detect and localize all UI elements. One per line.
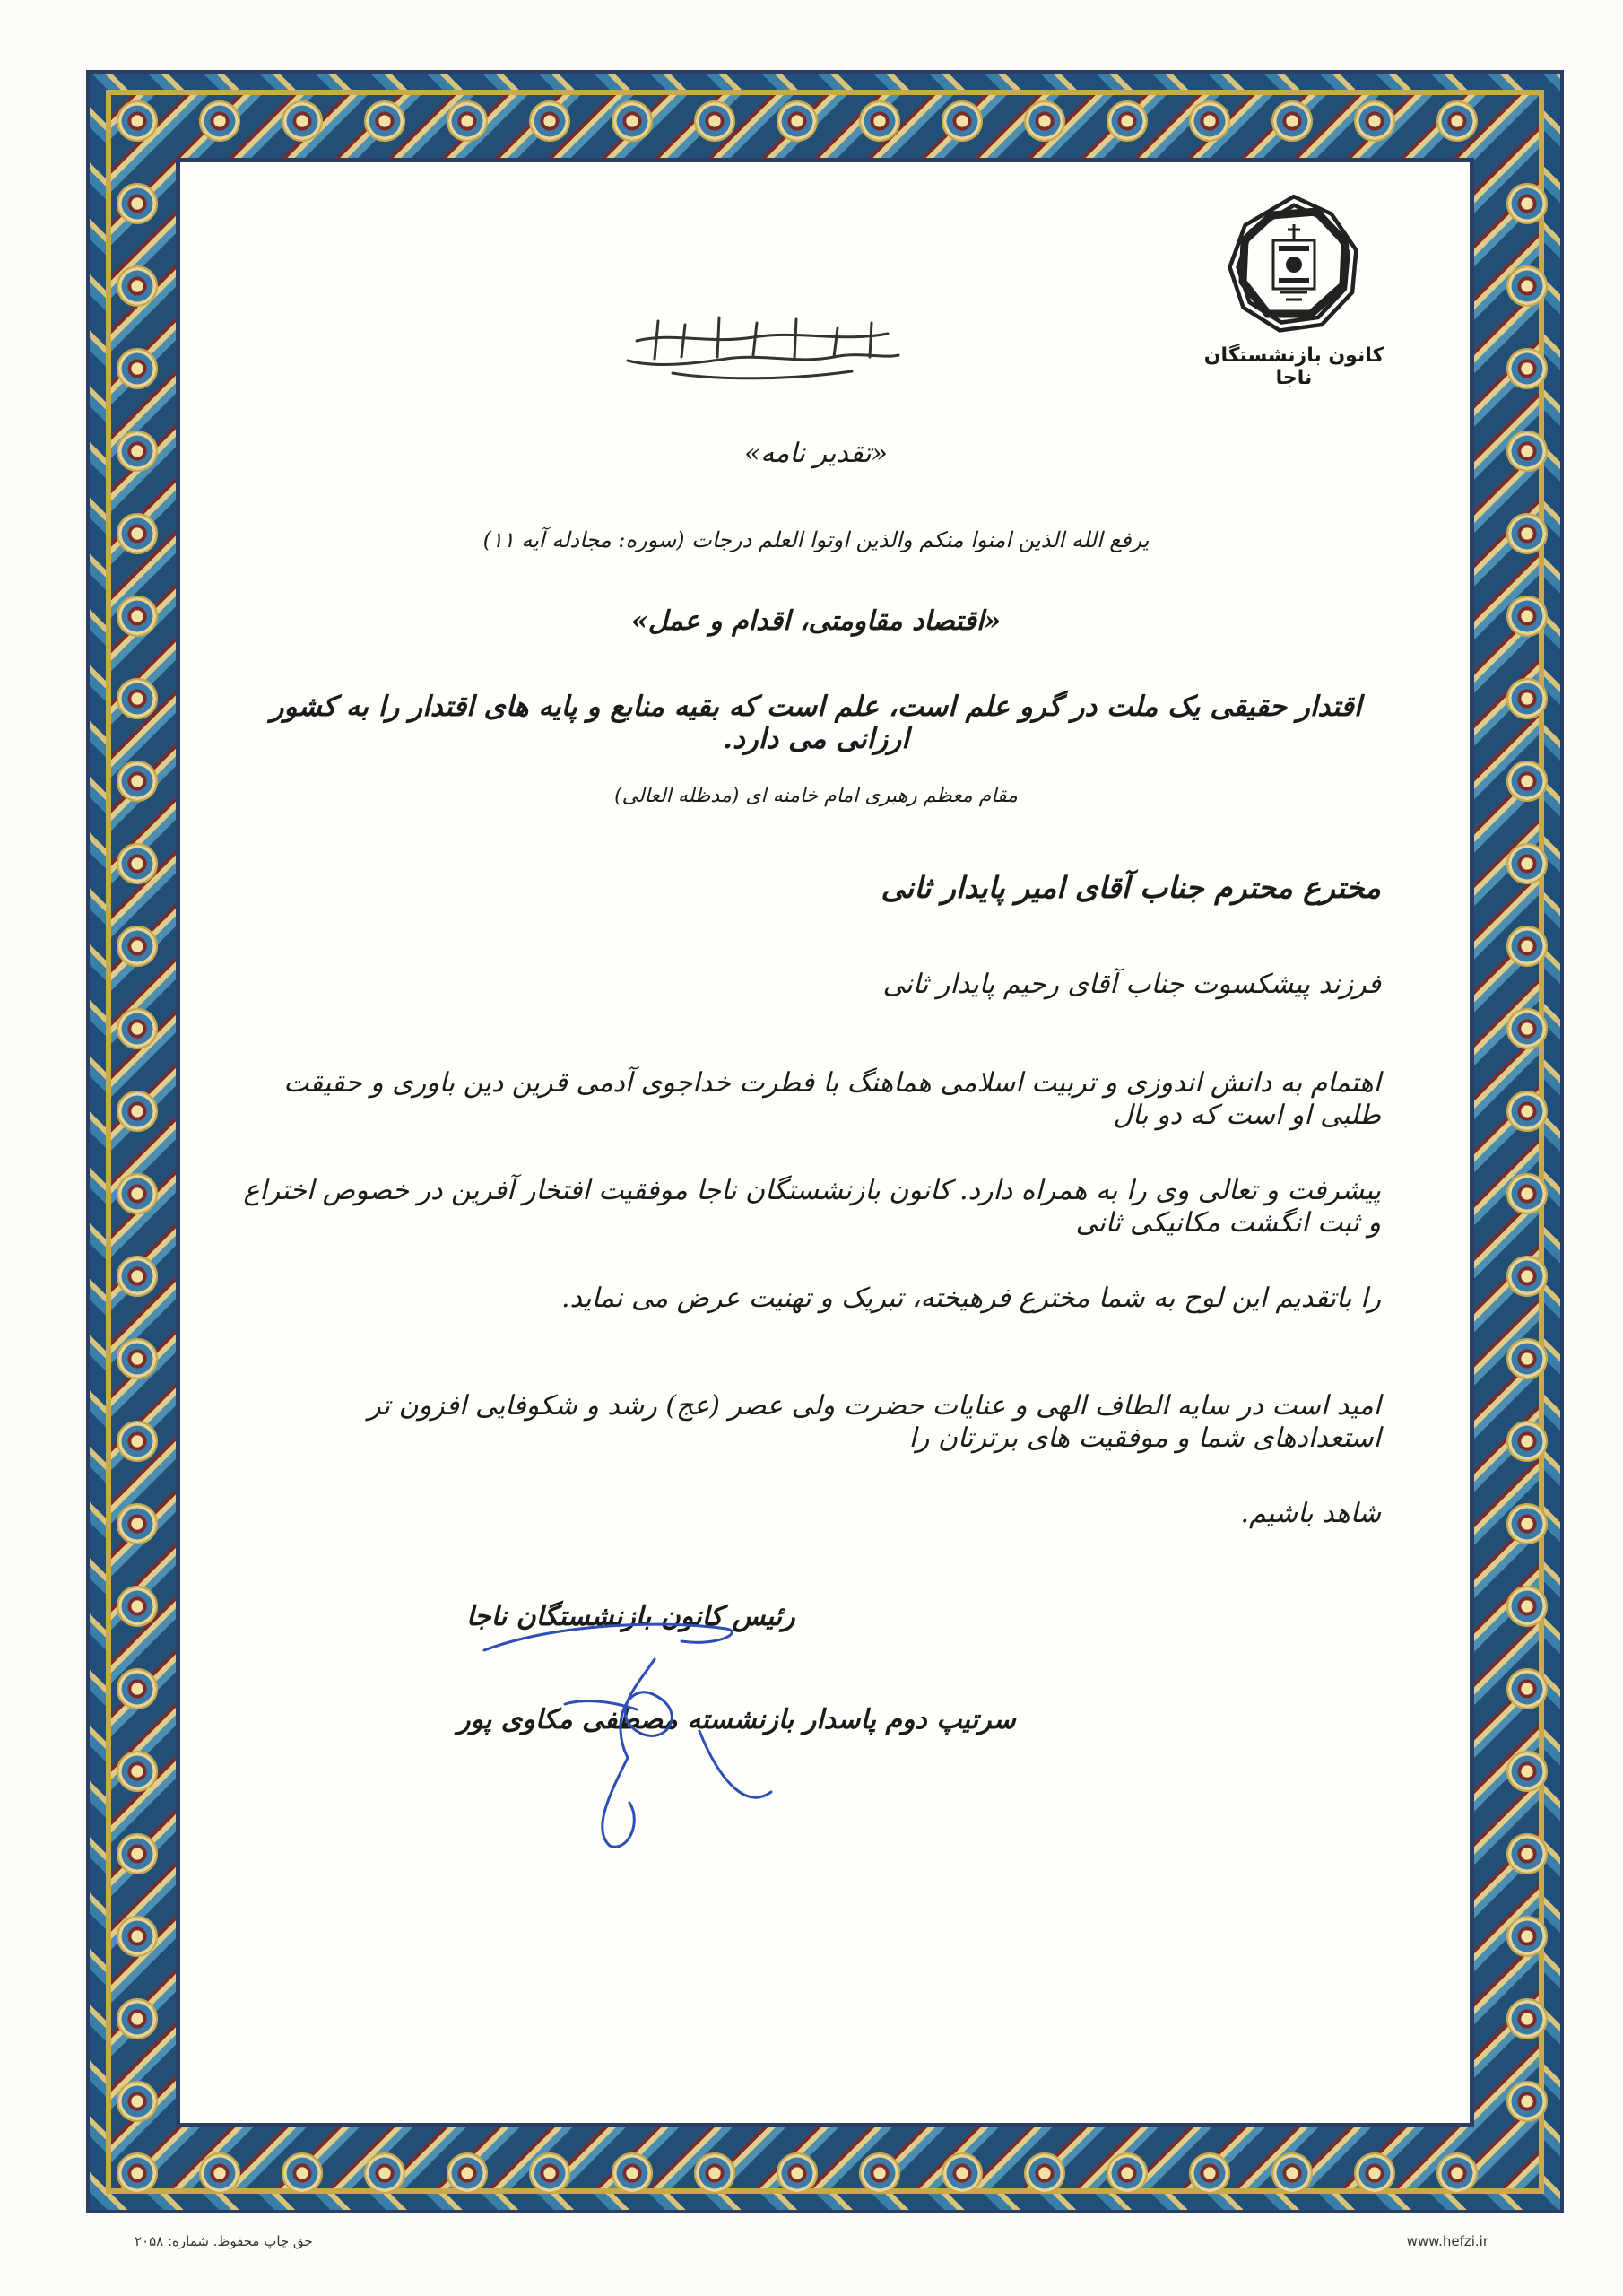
rosette-ornament (1506, 513, 1548, 554)
recipient-name: مخترع محترم جناب آقای امیر پایدار ثانی (881, 870, 1381, 905)
rosette-ornament (1506, 926, 1548, 967)
rosette-ornament (117, 843, 158, 884)
rosette-ornament (1506, 1256, 1548, 1297)
rosette-ornament (117, 1503, 158, 1544)
rosette-ornament (1506, 1421, 1548, 1462)
rosette-ornament (117, 1338, 158, 1379)
rosette-ornament (117, 1916, 158, 1957)
rosette-ornament (1506, 2081, 1548, 2122)
rosette-ornament (117, 1173, 158, 1214)
rosette-ornament (1189, 2152, 1230, 2194)
rosette-ornament (1354, 100, 1395, 142)
rosette-ornament (1354, 2152, 1395, 2194)
paragraph-line: اهتمام به دانش اندوزی و تربیت اسلامی هماهنگ با فطرت خداجوی آدمی قرین دین باوری و حقیقت طلبی او است که دو بال (283, 1067, 1381, 1131)
quran-verse: یرفع الله الذین امنوا منکم والذین اوتوا العلم درجات (سوره: مجادله آیه ۱۱) (482, 527, 1150, 552)
rosette-ornament (1107, 100, 1148, 142)
rosette-ornament (1107, 2152, 1148, 2194)
rosette-ornament (117, 761, 158, 802)
logo-caption: کانون بازنشستگان ناجا (1203, 344, 1384, 389)
rosette-ornament (117, 183, 158, 224)
rosette-ornament (1506, 1668, 1548, 1709)
rosette-ornament (1506, 761, 1548, 802)
rosette-ornament (117, 1091, 158, 1132)
rosette-ornament (117, 1833, 158, 1874)
footer-website: www.hefzi.ir (1406, 2233, 1488, 2249)
rosette-ornament (1506, 430, 1548, 472)
rosette-ornament (777, 2152, 818, 2194)
rosette-ornament (447, 100, 488, 142)
rosette-ornament (117, 596, 158, 637)
rosette-ornament (1506, 1833, 1548, 1874)
rosette-ornament (447, 2152, 488, 2194)
rosette-ornament (117, 100, 158, 142)
paragraph-line: را باتقدیم این لوح به شما مخترع فرهیخته، تبریک و تهنیت عرض می نماید. (561, 1283, 1381, 1314)
rosette-ornament (529, 100, 570, 142)
rosette-ornament (1506, 1503, 1548, 1544)
rosette-ornament (529, 2152, 570, 2194)
rosette-ornament (117, 2081, 158, 2122)
signatory-name: سرتیپ دوم پاسدار بازنشسته مصطفی مکاوی پور (457, 1704, 1016, 1735)
rosette-ornament (694, 2152, 735, 2194)
rosette-ornament (1506, 596, 1548, 637)
certificate-heading: «تقدیر نامه» (743, 438, 889, 469)
rosette-ornament (117, 1998, 158, 2039)
rosette-ornament (1506, 843, 1548, 884)
recipient-parent: فرزند پیشکسوت جناب آقای رحیم پایدار ثانی (882, 969, 1381, 1000)
rosette-ornament (1506, 348, 1548, 389)
rosette-ornament (282, 100, 323, 142)
rosette-ornament (117, 1008, 158, 1049)
paragraph-line: پیشرفت و تعالی وی را به همراه دارد. کانون بازنشستگان ناجا موفقیت افتخار آفرین در خصوص اختراع و ثبت انگشت مکانیکی ثانی (243, 1175, 1381, 1239)
rosette-ornament (117, 1668, 158, 1709)
rosette-ornament (859, 2152, 900, 2194)
rosette-ornament (612, 2152, 653, 2194)
rosette-ornament (694, 100, 735, 142)
rosette-ornament (1506, 1916, 1548, 1957)
rosette-ornament (1506, 1998, 1548, 2039)
rosette-ornament (1506, 1173, 1548, 1214)
rosette-ornament (612, 100, 653, 142)
rosette-ornament (1436, 2152, 1478, 2194)
emblem-icon (1218, 188, 1370, 341)
rosette-ornament (364, 100, 405, 142)
rosette-ornament (1506, 678, 1548, 719)
rosette-ornament (199, 2152, 240, 2194)
rosette-ornament (1506, 1586, 1548, 1627)
rosette-ornament (117, 2152, 158, 2194)
quote-source: مقام معظم رهبری امام خامنه ای (مدظله العالی) (614, 785, 1018, 807)
signatory-title: رئیس کانون بازنشستگان ناجا (466, 1601, 795, 1632)
rosette-ornament (942, 2152, 983, 2194)
rosette-ornament (1271, 2152, 1313, 2194)
rosette-ornament (1024, 2152, 1065, 2194)
rosette-ornament (117, 348, 158, 389)
rosette-ornament (1506, 183, 1548, 224)
rosette-ornament (117, 265, 158, 307)
paragraph-line: شاهد باشیم. (1240, 1498, 1381, 1529)
rosette-ornament (364, 2152, 405, 2194)
bismillah-text: بسم الله الرحمن الرحیم (757, 384, 768, 385)
rosette-ornament (117, 926, 158, 967)
certificate-content (233, 188, 1399, 2072)
rosette-ornament (117, 1751, 158, 1792)
rosette-ornament (1506, 1751, 1548, 1792)
rosette-ornament (199, 100, 240, 142)
rosette-ornament (117, 1421, 158, 1462)
organization-logo (1191, 188, 1397, 389)
rosette-ornament (117, 1256, 158, 1297)
rosette-ornament (282, 2152, 323, 2194)
rosette-ornament (117, 430, 158, 472)
rosette-ornament (942, 100, 983, 142)
rosette-ornament (1506, 265, 1548, 307)
slogan: «اقتصاد مقاومتی، اقدام و عمل» (631, 605, 1001, 637)
rosette-ornament (1506, 1091, 1548, 1132)
rosette-ornament (1436, 100, 1478, 142)
rosette-ornament (1506, 1008, 1548, 1049)
rosette-ornament (117, 678, 158, 719)
rosette-ornament (1271, 100, 1313, 142)
leader-quote: اقتدار حقیقی یک ملت در گرو علم است، علم است که بقیه منابع و پایه های اقتدار را به کشور ارزانی می دارد. (270, 691, 1362, 755)
handwritten-signature (430, 1587, 807, 1857)
rosette-ornament (117, 1586, 158, 1627)
rosette-ornament (1506, 1338, 1548, 1379)
paragraph-line: امید است در سایه الطاف الهی و عنایات حضرت ولی عصر (عج) رشد و شکوفایی افزون تر استعدادهای شما و موفقیت های برترتان را (368, 1390, 1381, 1454)
footer-serial: حق چاپ محفوظ. شماره: ۲۰۵۸ (135, 2233, 313, 2249)
rosette-ornament (777, 100, 818, 142)
bismillah-calligraphy (619, 305, 906, 386)
rosette-ornament (1189, 100, 1230, 142)
rosette-ornament (117, 513, 158, 554)
rosette-ornament (859, 100, 900, 142)
rosette-ornament (1024, 100, 1065, 142)
